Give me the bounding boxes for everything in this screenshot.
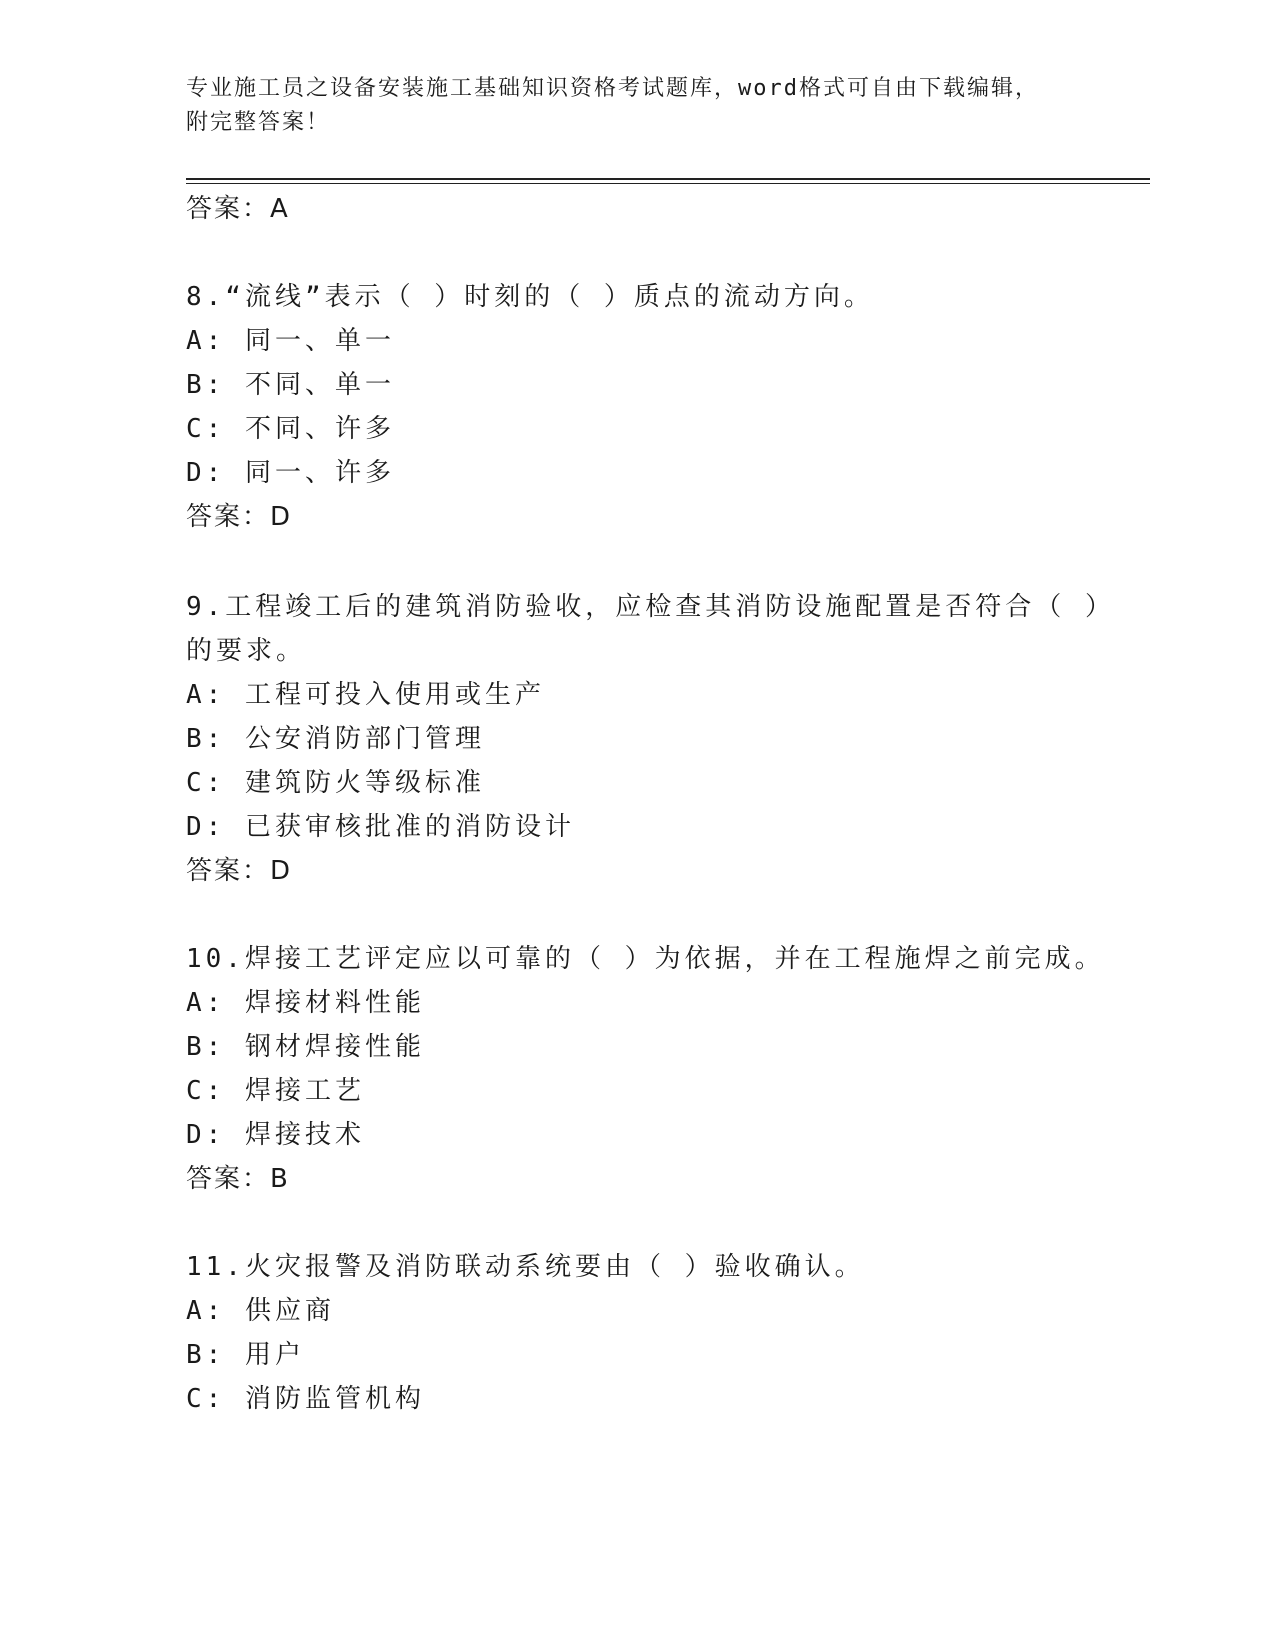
- header-line-2: 附完整答案！: [186, 110, 331, 135]
- question-11-option-b: B: 用户: [186, 1340, 305, 1370]
- header-divider-thick: [186, 178, 1150, 180]
- header-line-1: 专业施工员之设备安装施工基础知识资格考试题库，word格式可自由下载编辑，: [186, 76, 1039, 101]
- question-8-stem: 8.“流线”表示（ ）时刻的（ ）质点的流动方向。: [186, 282, 874, 312]
- question-8-answer: 答案：D: [186, 502, 293, 532]
- question-8-option-d: D: 同一、许多: [186, 458, 395, 488]
- header-divider-thin: [186, 183, 1150, 184]
- question-8-option-c: C: 不同、许多: [186, 414, 395, 444]
- previous-answer: 答案：A: [186, 194, 290, 224]
- question-10-option-d: D: 焊接技术: [186, 1120, 365, 1150]
- question-9-option-d: D: 已获审核批准的消防设计: [186, 812, 575, 842]
- question-10-option-b: B: 钢材焊接性能: [186, 1032, 425, 1062]
- question-11-option-a: A: 供应商: [186, 1296, 335, 1326]
- question-11-option-c: C: 消防监管机构: [186, 1384, 425, 1414]
- question-8-option-a: A: 同一、单一: [186, 326, 395, 356]
- document-header: [186, 72, 1086, 140]
- question-11-stem: 11.火灾报警及消防联动系统要由（ ）验收确认。: [186, 1252, 865, 1282]
- question-9-stem-continued: 的要求。: [186, 636, 307, 666]
- question-9-stem: 9.工程竣工后的建筑消防验收，应检查其消防设施配置是否符合（ ）: [186, 592, 1115, 622]
- question-10-stem: 10.焊接工艺评定应以可靠的（ ）为依据，并在工程施焊之前完成。: [186, 944, 1105, 974]
- question-9-option-a: A: 工程可投入使用或生产: [186, 680, 545, 710]
- question-10-option-c: C: 焊接工艺: [186, 1076, 365, 1106]
- question-10-answer: 答案：B: [186, 1164, 290, 1194]
- question-8-option-b: B: 不同、单一: [186, 370, 395, 400]
- question-9-option-b: B: 公安消防部门管理: [186, 724, 485, 754]
- question-10-option-a: A: 焊接材料性能: [186, 988, 425, 1018]
- question-9-answer: 答案：D: [186, 856, 293, 886]
- question-9-option-c: C: 建筑防火等级标准: [186, 768, 485, 798]
